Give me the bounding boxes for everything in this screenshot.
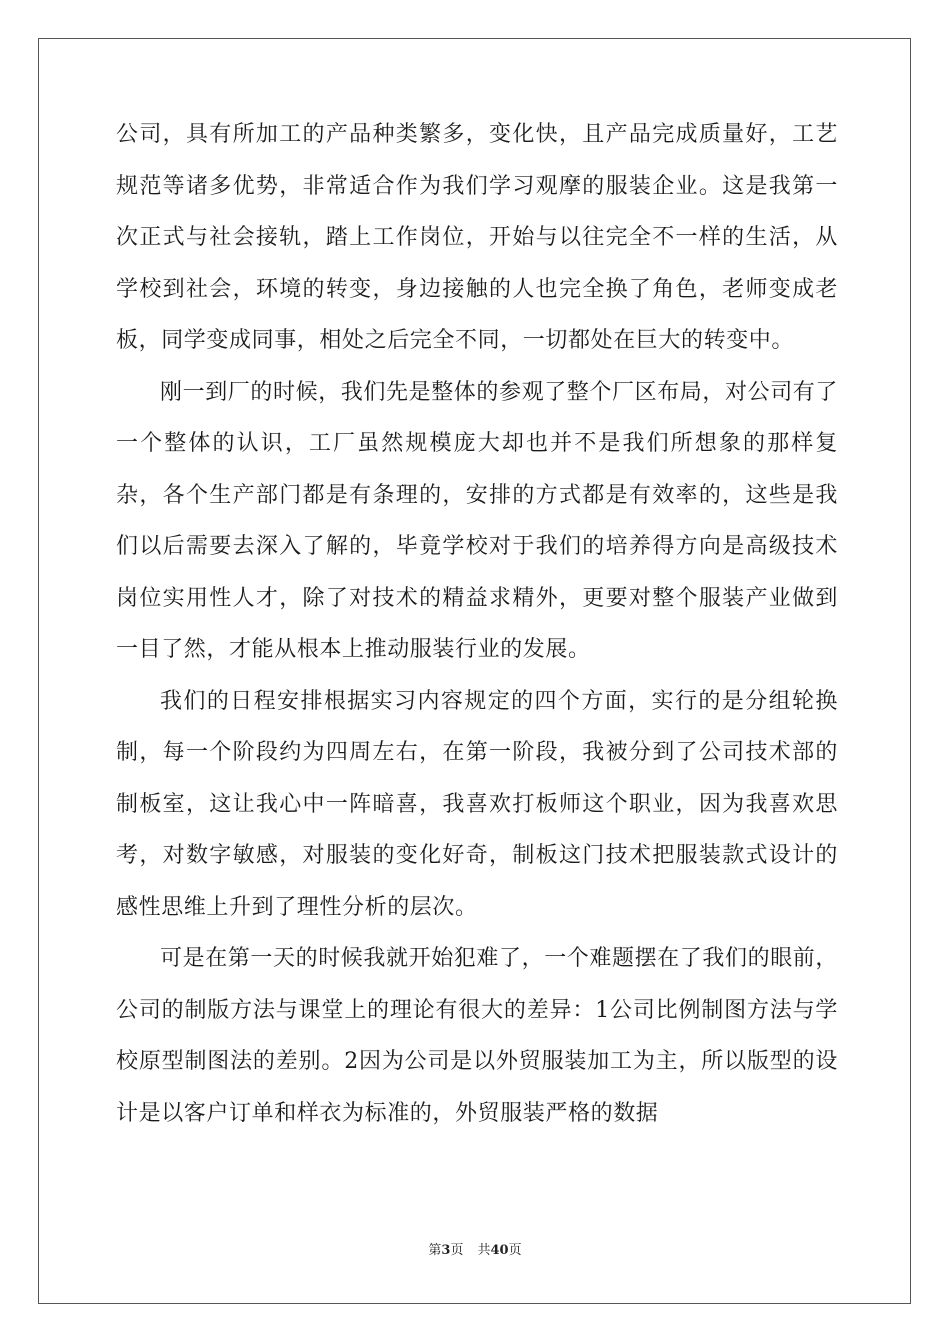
paragraph: 公司，具有所加工的产品种类繁多，变化快，且产品完成质量好，工艺规范等诸多优势，非常适合作为我们学习观摩的服装企业。这是我第一次正式与社会接轨，踏上工作岗位，开始与以往完全不一样的生活，从学校到社会，环境的转变，身边接触的人也完全换了角色，老师变成老板，同学变成同事，相处之后完全不同，一切都处在巨大的转变中。 [116,122,838,353]
total-suffix: 页 [508,1243,522,1258]
paragraph: 我们的日程安排根据实习内容规定的四个方面，实行的是分组轮换制，每一个阶段约为四周左右，在第一阶段，我被分到了公司技术部的制板室，这让我心中一阵暗喜，我喜欢打板师这个职业，因为我喜欢思考，对数字敏感，对服装的变化好奇，制板这门技术把服装款式设计的感性思维上升到了理性分析的层次。 [116,688,838,920]
page-footer [0,1243,950,1259]
document-body [116,109,838,1139]
page-prefix: 第 [428,1243,442,1258]
paragraph: 可是在第一天的时候我就开始犯难了，一个难题摆在了我们的眼前，公司的制版方法与课堂上的理论有很大的差异：1公司比例制图方法与学校原型制图法的差别。2因为公司是以外贸服装加工为主，所以版型的设计是以客户订单和样衣为标准的，外贸服装严格的数据 [116,946,839,1126]
page-suffix: 页 [450,1243,464,1258]
paragraph: 刚一到厂的时候，我们先是整体的参观了整个厂区布局，对公司有了一个整体的认识，工厂虽然规模庞大却也并不是我们所想象的那样复杂，各个生产部门都是有条理的，安排的方式都是有效率的，这些是我们以后需要去深入了解的，毕竟学校对于我们的培养得方向是高级技术岗位实用性人才，除了对技术的精益求精外，更要对整个服装产业做到一目了然，才能从根本上推动服装行业的发展。 [116,379,839,662]
total-pages: 40 [490,1243,509,1258]
page-number: 3 [441,1243,451,1258]
total-prefix: 共 [477,1243,491,1258]
